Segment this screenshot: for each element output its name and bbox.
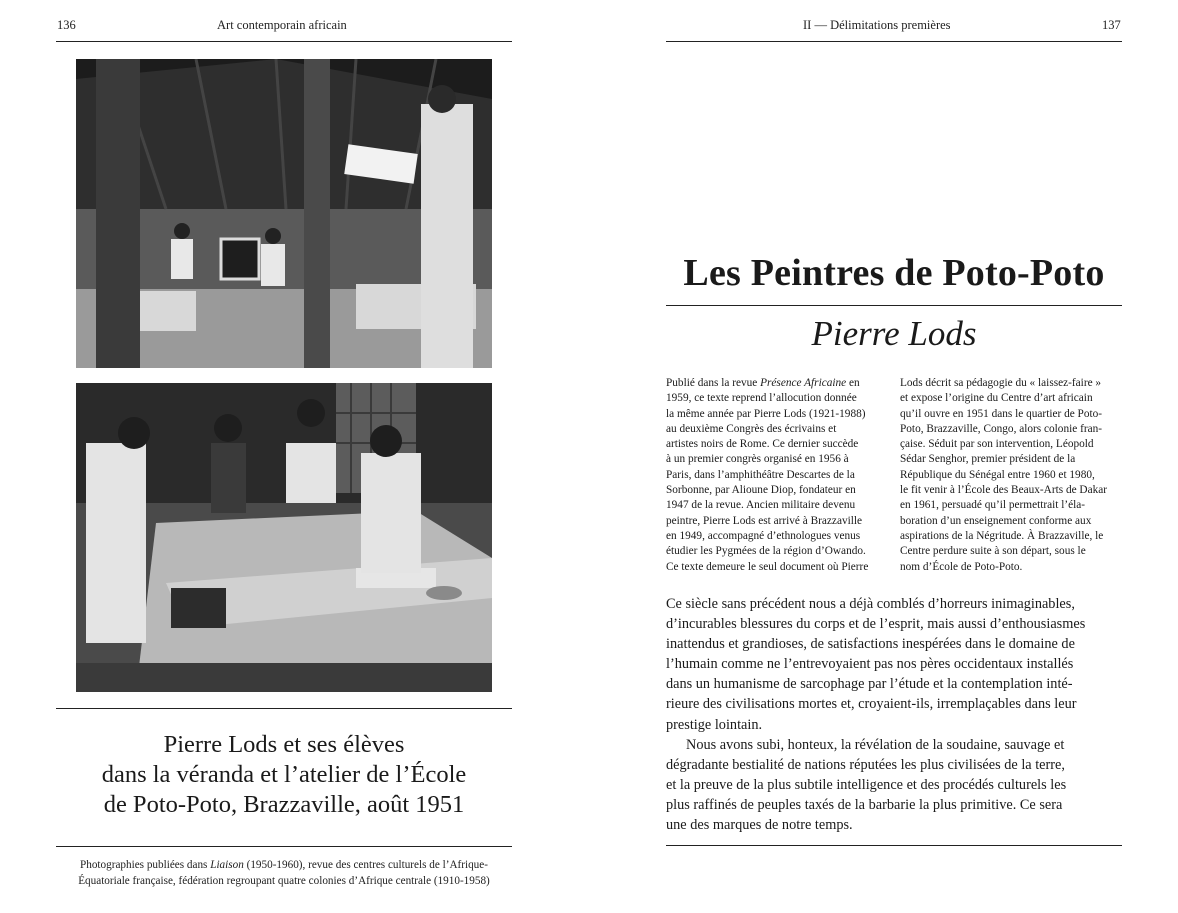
body-text (666, 594, 1122, 835)
footer-rule-right (666, 845, 1122, 846)
photo-workshop (76, 383, 492, 692)
body-line: une des marques de notre temps. (666, 817, 853, 834)
intro-line: en 1961, persuadé qu’il permettrait l’éla- (900, 499, 1086, 512)
intro-line: et expose l’origine du Centre d’art africain (900, 392, 1093, 405)
intro-line: aspirations de la Négritude. À Brazzaville, le (900, 529, 1104, 542)
intro-line: 1959, ce texte reprend l’allocution donnée (666, 392, 857, 405)
body-line: plus raffinés de peuples taxés de la barbarie la plus primitive. Ce sera (666, 796, 1063, 813)
intro-column-right (900, 376, 1121, 575)
intro-line: Centre perdure suite à son départ, sous le (900, 545, 1086, 558)
intro-line: à un premier congrès organisé en 1956 à (666, 453, 849, 466)
intro-column-left (666, 376, 887, 575)
body-line: l’humain comme ne l’entrevoyaient pas nos pères occidentaux installés (666, 656, 1074, 673)
intro-line: en 1949, accompagné d’ethnologues venus (666, 529, 861, 542)
body-line: dégradante bestialité de nations réputées les plus civilisées de la terre, (666, 756, 1065, 773)
intro-line: le fit venir à l’École des Beaux-Arts de Dakar (900, 484, 1108, 497)
intro-line: la même année par Pierre Lods (1921-1988) (666, 407, 866, 420)
intro-line: 1947 de la revue. Ancien militaire devenu (666, 499, 856, 512)
caption-line: de Poto-Poto, Brazzaville, août 1951 (103, 791, 465, 818)
intro-line: peintre, Pierre Lods est arrivé à Brazzaville (666, 514, 863, 527)
intro-line: Sédar Senghor, premier président de la (900, 453, 1076, 466)
photo-caption (56, 730, 512, 820)
intro-line: Publié dans la revue Présence Africaine en (666, 377, 860, 389)
right-page (589, 0, 1178, 913)
caption-line: Pierre Lods et ses élèves (163, 731, 405, 758)
credit-line-2: Équatoriale française, fédération regroupant quatre colonies d’Afrique centrale (1910-1958) (78, 875, 490, 887)
running-head-left: Art contemporain africain (217, 18, 347, 32)
body-line: dans un humanisme de sarcophage par l’étude et la contemplation inté- (666, 676, 1073, 693)
body-line: Ce siècle sans précédent nous a déjà comblés d’horreurs inimaginables, (666, 596, 1075, 612)
title-rule (666, 305, 1122, 306)
article-author: Pierre Lods (811, 314, 977, 353)
body-line: prestige lointain. (666, 716, 763, 733)
body-line: inattendus et grandioses, de satisfactions inespérées dans le domaine de (666, 636, 1075, 653)
photo-credit (56, 857, 512, 889)
intro-line: Poto, Brazzaville, Congo, alors colonie fran- (900, 422, 1103, 435)
caption-rule-top (56, 708, 512, 709)
intro-line: Ce texte demeure le seul document où Pierre (666, 560, 869, 573)
caption-rule-bottom (56, 846, 512, 847)
article-title: Les Peintres de Poto-Poto (683, 252, 1105, 294)
credit-line-1: Photographies publiées dans Liaison (1950-1960), revue des centres culturels de l’Afrique- (80, 859, 488, 871)
intro-line: Sorbonne, par Alioune Diop, fondateur en (666, 484, 856, 497)
intro-line: artistes noirs de Rome. Ce dernier succède (666, 438, 859, 451)
body-line: d’incurables blessures du corps et de l’esprit, mais aussi d’enthousiasmes (666, 616, 1086, 633)
page-number-left: 136 (57, 18, 76, 32)
page-number-right: 137 (1102, 18, 1121, 32)
photo-veranda (76, 59, 492, 368)
intro-line: République du Sénégal entre 1960 et 1980, (900, 468, 1095, 481)
running-head-right: II — Délimitations premières (803, 18, 951, 32)
intro-line: boration d’un enseignement conforme aux (900, 514, 1092, 527)
body-line: Nous avons subi, honteux, la révélation de la soudaine, sauvage et (686, 736, 1065, 753)
intro-line: au deuxième Congrès des écrivains et (666, 422, 837, 435)
caption-line: dans la véranda et l’atelier de l’École (101, 761, 467, 788)
body-line: rieure des civilisations mortes et, croyaient-ils, irremplaçables dans leur (666, 696, 1077, 713)
header-rule-left (56, 41, 512, 42)
header-rule-right (666, 41, 1122, 42)
intro-line: Lods décrit sa pédagogie du « laissez-faire » (900, 377, 1102, 389)
intro-line: nom d’École de Poto-Poto. (900, 560, 1023, 573)
body-line: et la preuve de la plus subtile intelligence et des procédés culturels les (666, 776, 1067, 793)
intro-line: qu’il ouvre en 1951 dans le quartier de Poto- (900, 407, 1103, 420)
intro-line: çaise. Séduit par son intervention, Léopold (900, 438, 1094, 451)
intro-line: Paris, dans l’amphithéâtre Descartes de la (666, 468, 855, 481)
intro-line: étudier les Pygmées de la région d’Owando. (666, 545, 866, 558)
